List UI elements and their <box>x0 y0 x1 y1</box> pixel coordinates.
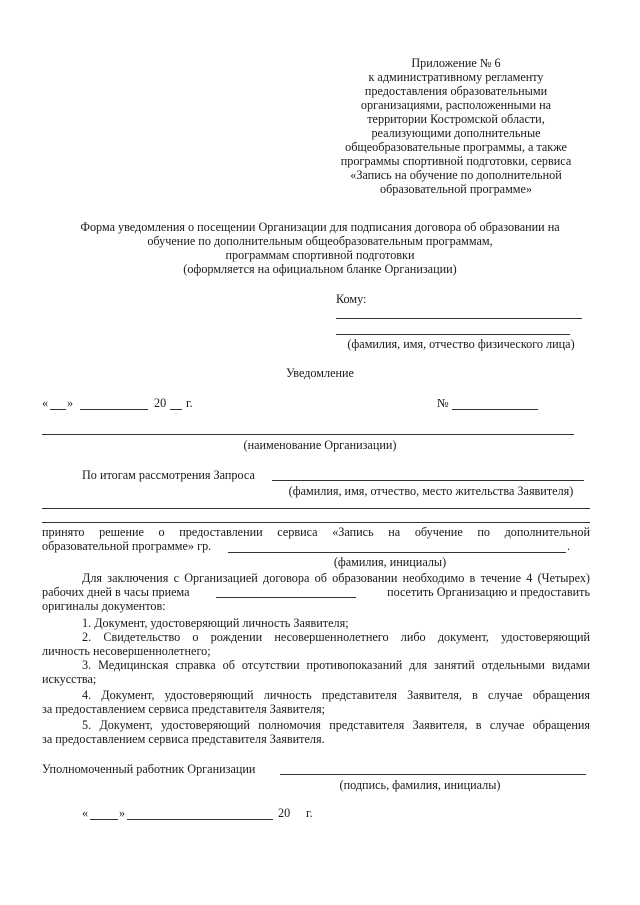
recipient-caption: (фамилия, имя, отчество физического лица) <box>347 337 575 351</box>
decision-text-line-1: принято решение о предоставлении сервиса «Запись на обучение по дополнительной <box>42 525 590 539</box>
organization-caption: (наименование Организации) <box>243 438 397 452</box>
form-title-line-3: программам спортивной подготовки <box>225 248 415 262</box>
body-text-line-2-end: посетить Организацию и предоставить <box>387 585 590 599</box>
signature-caption: (подпись, фамилия, инициалы) <box>339 778 501 792</box>
appendix-line-7: общеобразовательные программы, а также <box>345 140 567 154</box>
notice-year-field[interactable] <box>170 409 182 410</box>
document-item-1: 1. Документ, удостоверяющий личность Заявителя; <box>82 616 349 630</box>
signature-date-month-field[interactable] <box>127 819 273 820</box>
document-item-5: 5. Документ, удостоверяющий полномочия представителя Заявителя, в случае обращения <box>82 718 590 732</box>
recipient-to-label: Кому: <box>336 292 367 306</box>
document-item-2: 2. Свидетельство о рождении несовершеннолетнего либо документ, удостоверяющий <box>82 630 590 644</box>
organization-name-field[interactable] <box>42 434 574 435</box>
notice-date-month-field[interactable] <box>80 409 148 410</box>
appendix-line-2: к административному регламенту <box>368 70 544 84</box>
appendix-line-3: предоставления образовательными <box>364 84 548 98</box>
request-lead-text: По итогам рассмотрения Запроса <box>82 468 255 482</box>
request-applicant-field[interactable] <box>272 480 584 481</box>
decision-line-end: . <box>567 539 571 553</box>
notice-year-suffix: г. <box>186 396 193 410</box>
reception-hours-field[interactable] <box>216 597 356 598</box>
document-item-5-cont: за предоставлением сервиса представителя Заявителя. <box>42 732 325 746</box>
body-text-line-2-start: рабочих дней в часы приема <box>42 585 190 599</box>
appendix-line-1: Приложение № 6 <box>411 56 501 70</box>
form-title-line-1: Форма уведомления о посещении Организации для подписания договора об образовании на <box>80 220 560 234</box>
appendix-line-5: территории Костромской области, <box>367 112 545 126</box>
appendix-line-9: «Запись на обучение по дополнительной <box>350 168 562 182</box>
document-item-3-cont: искусства; <box>42 672 97 686</box>
recipient-name-field-2[interactable] <box>336 334 570 335</box>
recipient-name-field[interactable] <box>336 318 582 319</box>
document-item-2-cont: личность несовершеннолетнего; <box>42 644 211 658</box>
appendix-line-6: реализующими дополнительные <box>371 126 541 140</box>
notice-number-label: № <box>437 396 449 410</box>
signature-label: Уполномоченный работник Организации <box>42 762 256 776</box>
appendix-line-8: программы спортивной подготовки, сервиса <box>340 154 572 168</box>
signature-year-prefix: 20 <box>278 806 291 820</box>
form-title-line-4: (оформляется на официальном бланке Организации) <box>183 262 457 276</box>
form-title-line-2: обучение по дополнительным общеобразовательным программам, <box>147 234 493 248</box>
signature-date-close-quote: » <box>119 806 126 820</box>
notice-date-day-field[interactable] <box>50 409 66 410</box>
signature-date-open-quote: « <box>82 806 89 820</box>
document-item-4-cont: за предоставлением сервиса представителя Заявителя; <box>42 702 325 716</box>
signature-year-suffix: г. <box>306 806 313 820</box>
body-text-line-3: оригиналы документов: <box>42 599 166 613</box>
document-item-3: 3. Медицинская справка об отсутствии противопоказаний для занятий отдельными видами <box>82 658 590 672</box>
appendix-line-4: организациями, расположенными на <box>360 98 552 112</box>
applicant-details-field[interactable] <box>42 508 590 509</box>
request-caption: (фамилия, имя, отчество, место жительства Заявителя) <box>288 484 574 498</box>
decision-text-line-2: образовательной программе» гр. <box>42 539 212 553</box>
body-text-line-1: Для заключения с Организацией договора об образовании необходимо в течение 4 (Четырех) <box>82 571 590 585</box>
signature-field[interactable] <box>280 774 586 775</box>
applicant-details-field-2[interactable] <box>42 522 590 523</box>
notice-date-open-quote: « <box>42 396 49 410</box>
notice-number-field[interactable] <box>452 409 538 410</box>
document-item-4: 4. Документ, удостоверяющий личность представителя Заявителя, в случае обращения <box>82 688 590 702</box>
decision-applicant-field[interactable] <box>228 552 566 553</box>
notice-date-close-quote: » <box>67 396 74 410</box>
notice-heading: Уведомление <box>286 366 354 380</box>
appendix-line-10: образовательной программе» <box>379 182 533 196</box>
decision-caption: (фамилия, инициалы) <box>333 555 447 569</box>
signature-date-day-field[interactable] <box>90 819 118 820</box>
notice-year-prefix: 20 <box>154 396 167 410</box>
